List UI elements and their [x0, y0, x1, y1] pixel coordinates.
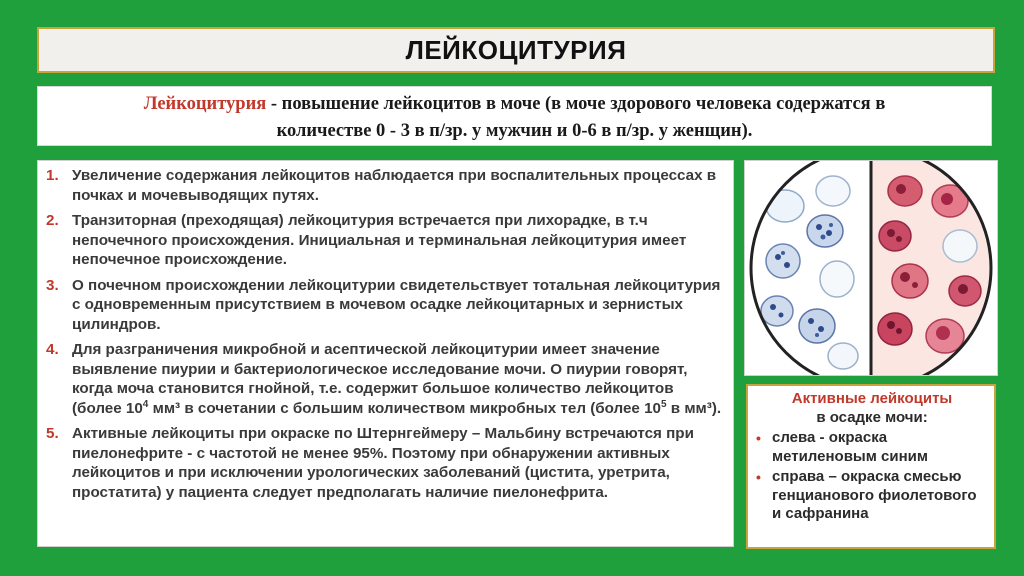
- item-number: 5.: [46, 425, 59, 442]
- bullet-icon: •: [756, 469, 761, 485]
- item-number: 4.: [46, 341, 59, 358]
- item-text: Транзиторная (преходящая) лейкоцитурия встречается при лихорадке, в т.ч непочечного происхождения. Инициальная и терминальная лейкоцитурия имеет непочечное происхождение.: [72, 212, 687, 268]
- bullet-icon: •: [756, 430, 761, 446]
- item-text: О почечном происхождении лейкоцитурии свидетельствует тотальная лейкоцитурия с одновременным присутствием в мочевом осадке лейкоцитарных и зернистых цилиндров.: [72, 276, 721, 333]
- microscopy-image-panel: [744, 160, 998, 376]
- caption-list: [756, 429, 988, 524]
- item-superscript: 5: [660, 398, 667, 410]
- list-item: [42, 340, 725, 418]
- list-item: [42, 276, 725, 335]
- item-text-part: мм³ в сочетании с большим количеством микробных тел (более 10: [148, 399, 661, 417]
- caption-item-text: слева - окраска метиленовым синим: [772, 429, 928, 465]
- caption-list-item: [756, 468, 988, 524]
- item-text: Увеличение содержания лейкоцитов наблюдается при воспалительных процессах в почках и мочевыводящих путях.: [72, 167, 717, 204]
- caption-item-text: справа – окраска смесью генцианового фиолетового и сафранина: [772, 468, 977, 522]
- item-number: 3.: [46, 276, 59, 294]
- item-text-part: Для разграничения микробной и асептической лейкоцитурии имеет значение выявление пиурии и бактериологическое исследование мочи. О пиурии говорят, когда моча становится гнойной, т.е. содержит большое количество лейкоцитов (более 10: [72, 341, 688, 417]
- microscopy-illustration: [745, 161, 997, 375]
- list-item: [42, 211, 725, 270]
- item-superscript: 4: [142, 398, 149, 410]
- caption-box: [746, 384, 996, 549]
- item-text: Активные лейкоциты при окраске по Штернгеймеру – Мальбину встречаются при пиелонефрите - с частотой не менее 95%. Поэтому при обнаружении активных лейкоцитов и при исключении урологических заболеваний (цистита, уретрита, простатита) у пациента следует предполагать наличие пиелонефрита.: [72, 425, 694, 501]
- facts-list: [42, 166, 725, 502]
- item-text-part: в мм³).: [666, 399, 722, 417]
- definition-box: [37, 86, 992, 146]
- list-item: [42, 424, 725, 502]
- title-banner: [37, 27, 995, 73]
- list-item: [42, 166, 725, 205]
- caption-subtitle: в осадке мочи:: [816, 408, 928, 426]
- page-title: ЛЕЙКОЦИТУРИЯ: [405, 34, 627, 65]
- item-number: 1.: [46, 167, 59, 184]
- definition-text: - повышение лейкоцитов в моче (в моче здорового человека содержатся в: [266, 94, 886, 114]
- definition-line-2: количестве 0 - 3 в п/зр. у мужчин и 0-6 в п/зр. у женщин).: [276, 121, 753, 141]
- caption-list-item: [756, 429, 988, 466]
- definition-line-1: [38, 91, 991, 118]
- definition-term: Лейкоцитурия: [143, 94, 267, 114]
- caption-title: Активные лейкоциты: [791, 390, 953, 407]
- item-number: 2.: [46, 212, 59, 229]
- facts-list-box: [37, 160, 734, 547]
- item-text: [72, 341, 721, 417]
